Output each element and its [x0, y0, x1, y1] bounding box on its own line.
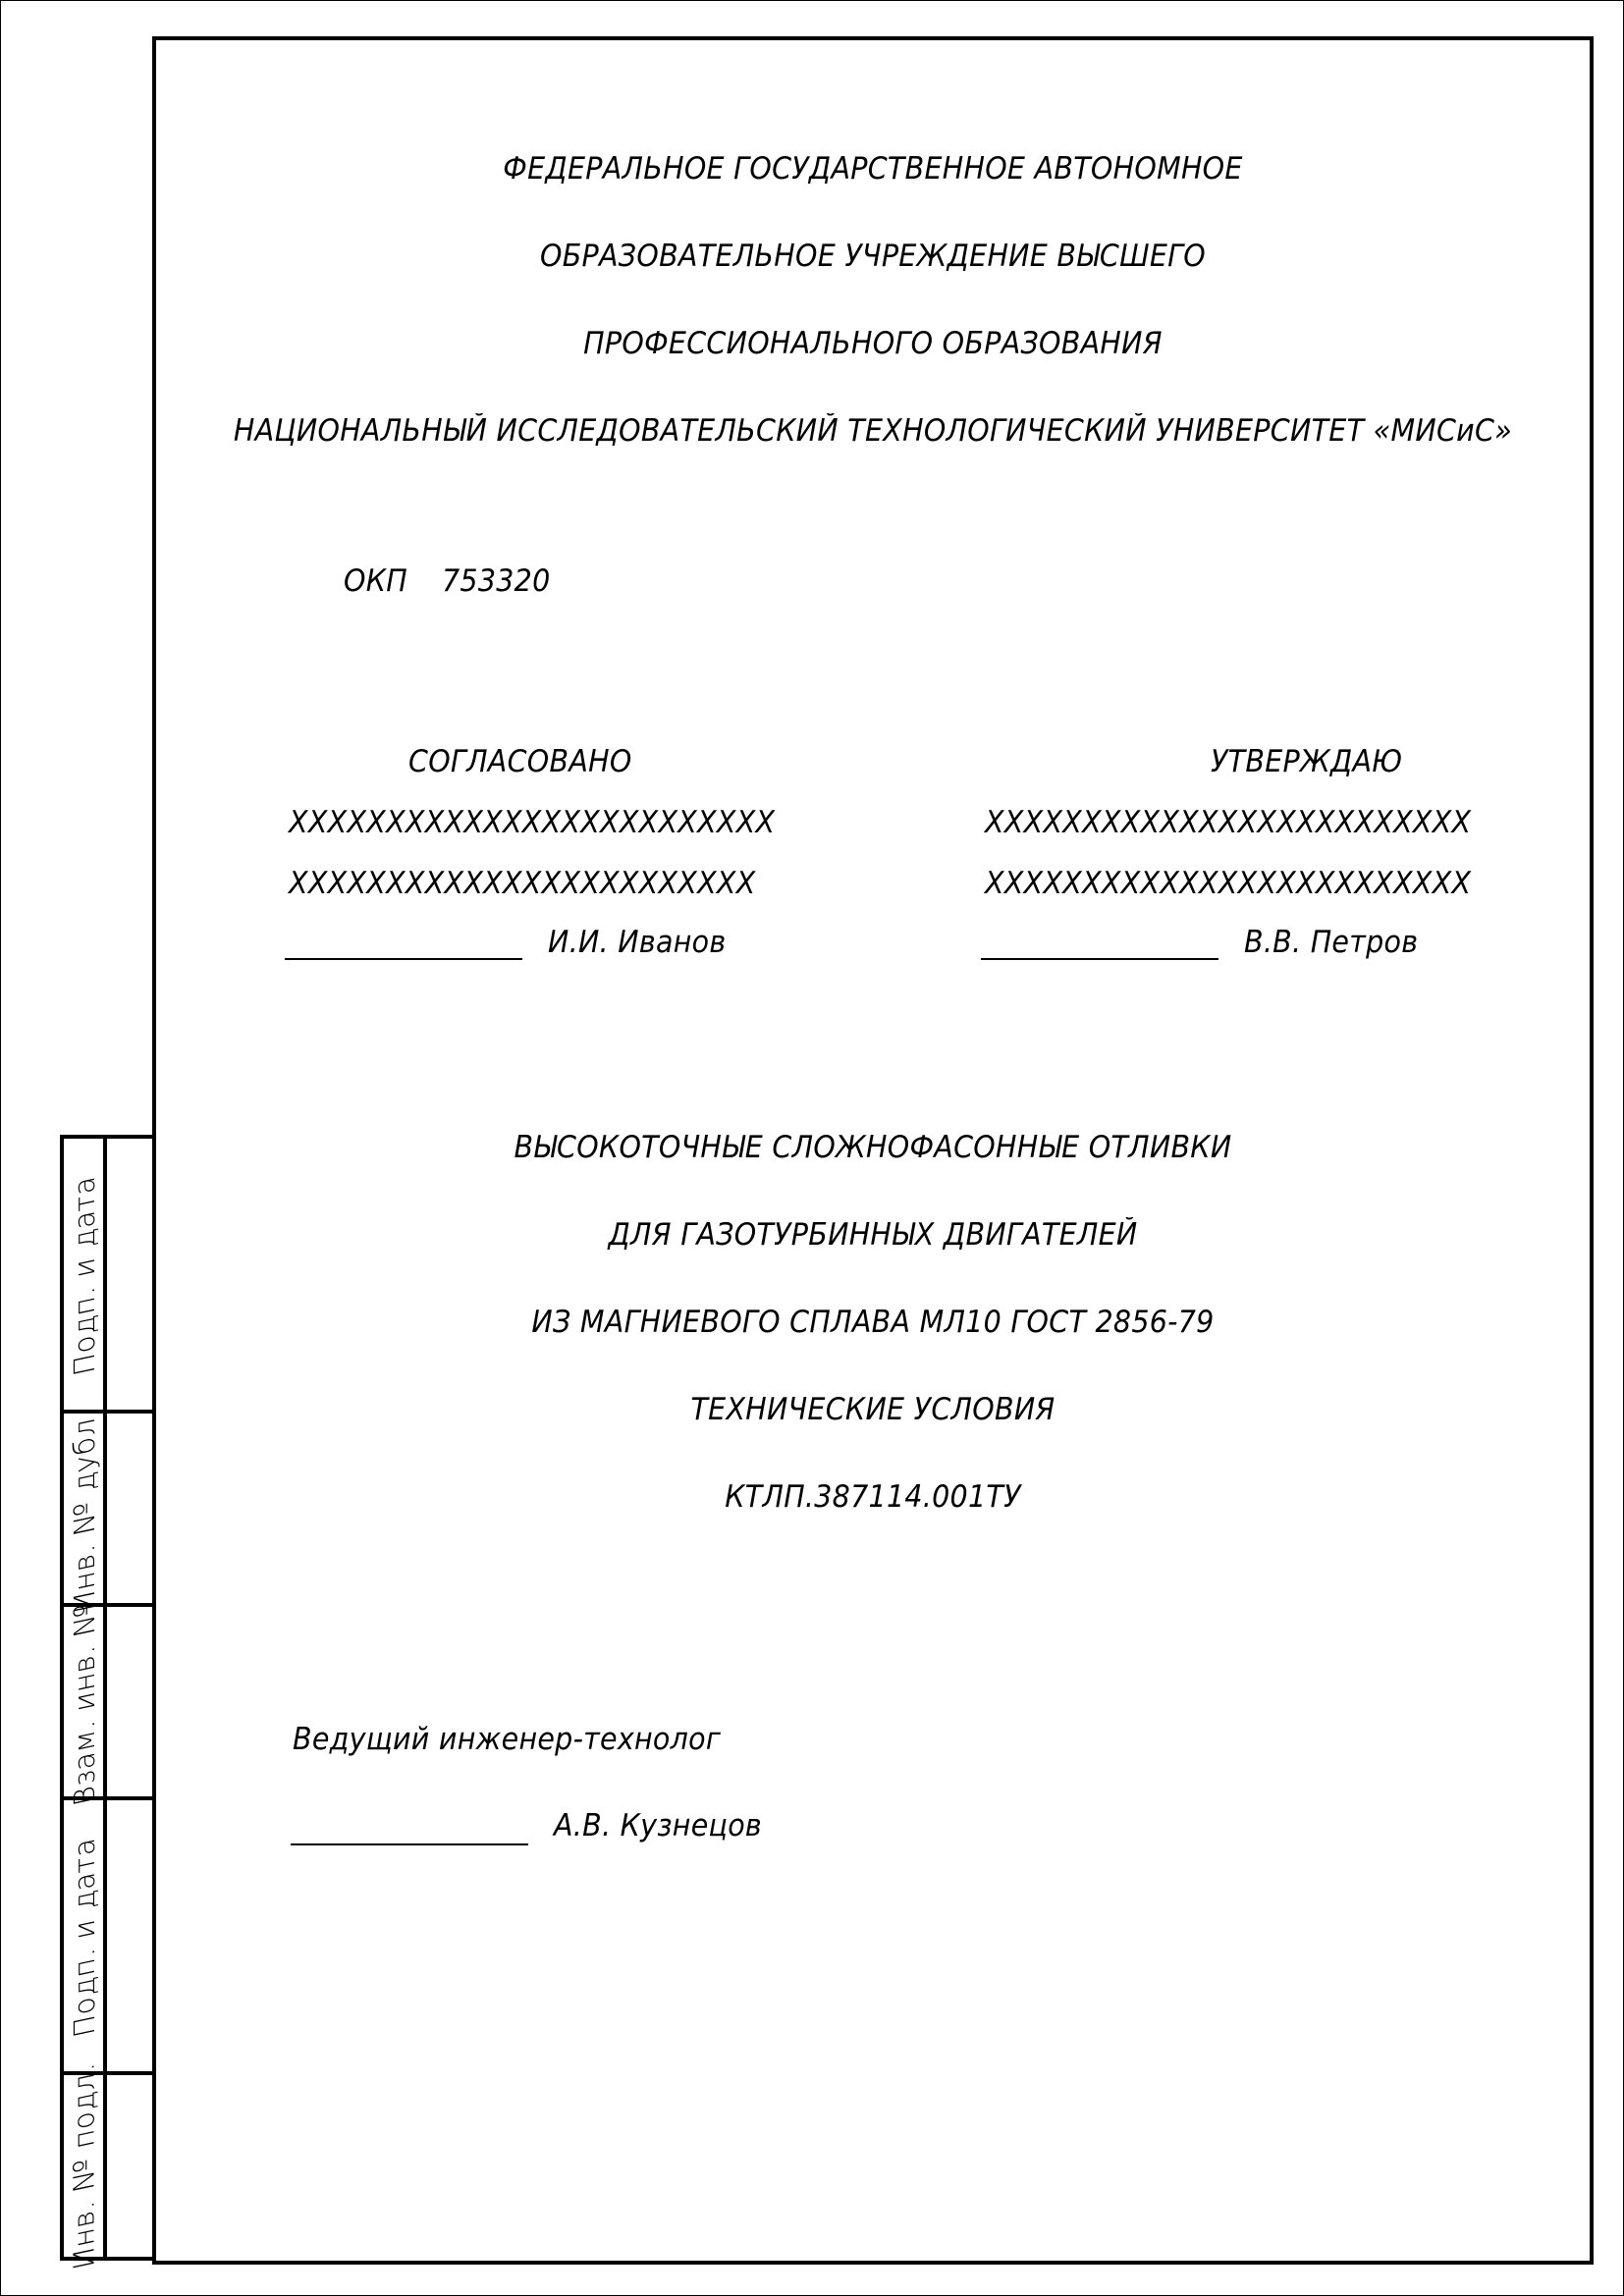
approval-left-signature-line	[285, 958, 522, 960]
document-title-line-1: ВЫСОКОТОЧНЫЕ СЛОЖНОФАСОННЫЕ ОТЛИВКИ	[514, 1130, 1232, 1165]
document-title-line-3: ИЗ МАГНИЕВОГО СПЛАВА МЛ10 ГОСТ 2856-79	[531, 1305, 1215, 1340]
side-stamp-label: Инв. № подл.	[68, 2059, 101, 2272]
header-line-2: ОБРАЗОВАТЕЛЬНОЕ УЧРЕЖДЕНИЕ ВЫСШЕГО	[539, 239, 1207, 274]
approval-right-line-1: XXXXXXXXXXXXXXXXXXXXXXXXX	[985, 805, 1472, 840]
side-stamp-label: Подп. и дата	[68, 1835, 102, 2041]
header-line-3: ПРОФЕССИОНАЛЬНОГО ОБРАЗОВАНИЯ	[583, 326, 1163, 361]
approval-right-title: УТВЕРЖДАЮ	[1211, 744, 1403, 779]
engineer-signature-line	[291, 1843, 528, 1845]
header-line-4: НАЦИОНАЛЬНЫЙ ИССЛЕДОВАТЕЛЬСКИЙ ТЕХНОЛОГИЧЕСКИЙ УНИВЕРСИТЕТ «МИСиС»	[233, 413, 1513, 449]
side-stamp-label: Инв. № дубл.	[68, 1405, 102, 1616]
approval-left-name: И.И. Иванов	[548, 925, 727, 960]
engineer-name: А.В. Кузнецов	[554, 1808, 763, 1843]
document-title-line-2: ДЛЯ ГАЗОТУРБИННЫХ ДВИГАТЕЛЕЙ	[608, 1217, 1138, 1253]
approval-left-line-1: XXXXXXXXXXXXXXXXXXXXXXXXX	[289, 805, 776, 840]
side-stamp-label: Взам. инв. №	[68, 1598, 102, 1809]
header-line-1: ФЕДЕРАЛЬНОЕ ГОСУДАРСТВЕННОЕ АВТОНОМНОЕ	[503, 151, 1243, 187]
approval-right-signature-line	[981, 958, 1218, 960]
document-code: КТЛП.387114.001ТУ	[725, 1479, 1021, 1515]
engineer-position: Ведущий инженер-технолог	[293, 1722, 722, 1757]
approval-right-name: В.В. Петров	[1244, 925, 1419, 960]
document-title-line-4: ТЕХНИЧЕСКИЕ УСЛОВИЯ	[690, 1392, 1056, 1427]
side-stamp-divider	[103, 1139, 107, 2257]
approval-left-title: СОГЛАСОВАНО	[408, 744, 632, 779]
okp-value: 753320	[442, 563, 551, 599]
side-stamp-label: Подп. и дата	[68, 1173, 102, 1379]
approval-right-line-2: XXXXXXXXXXXXXXXXXXXXXXXXX	[985, 866, 1472, 901]
approval-left-line-2: XXXXXXXXXXXXXXXXXXXXXXXX	[289, 866, 756, 901]
side-stamp-table	[60, 1135, 152, 2272]
okp-label: ОКП	[344, 563, 407, 599]
